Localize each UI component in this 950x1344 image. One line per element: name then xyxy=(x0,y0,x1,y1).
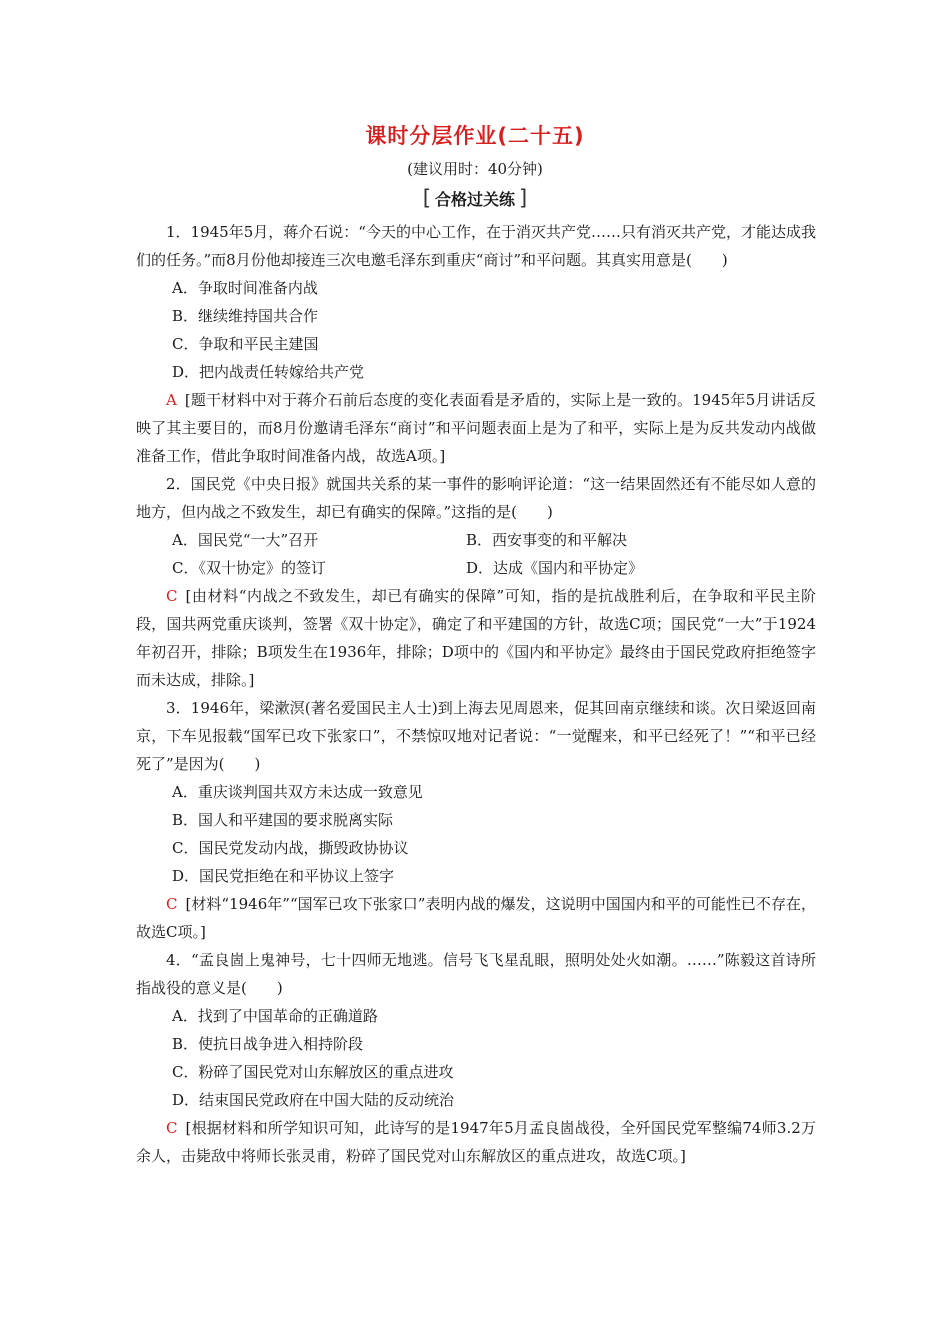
option: A．国民党“一大”召开 xyxy=(172,531,319,549)
answer-explanation xyxy=(136,582,816,694)
option: B．西安事变的和平解决 xyxy=(466,531,628,549)
option: A．重庆谈判国共双方未达成一致意见 xyxy=(172,783,423,801)
option: C．国民党发动内战，撕毁政协协议 xyxy=(172,839,409,857)
question-stem: 4．“孟良崮上鬼神号，七十四师无地逃。信号飞飞星乱眼，照明处处火如潮。……”陈毅这首诗所指战役的意义是( ) xyxy=(136,951,816,997)
option: D．国民党拒绝在和平协议上签字 xyxy=(172,867,395,885)
question-stem: 2．国民党《中央日报》就国共关系的某一事件的影响评论道：“这一结果固然还有不能尽如人意的地方，但内战之不致发生，却已有确实的保障。”这指的是( ) xyxy=(136,475,816,521)
option-row xyxy=(136,526,816,554)
page-title: 课时分层作业(二十五) xyxy=(365,124,585,148)
option-row xyxy=(136,554,816,582)
option: B．继续维持国共合作 xyxy=(172,307,319,325)
option: C．《双十协定》的签订 xyxy=(172,559,326,577)
explanation-text: [根据材料和所学知识可知，此诗写的是1947年5月孟良崮战役，全歼国民党军整编74师3.2万余人，击毙敌中将师长张灵甫，粉碎了国民党对山东解放区的重点进攻，故选C项。] xyxy=(136,1119,816,1165)
bracket-right: ] xyxy=(519,186,528,210)
answer-letter: C xyxy=(166,895,178,913)
option: A．争取时间准备内战 xyxy=(172,279,318,297)
question-list xyxy=(136,218,816,1170)
option: D．把内战责任转嫁给共产党 xyxy=(172,363,365,381)
explanation-text: [题干材料中对于蒋介石前后态度的变化表面看是矛盾的，实际上是一致的。1945年5月讲话反映了其主要目的，而8月份邀请毛泽东“商讨”和平问题表面上是为了和平，实际上是为反共发动内战做准备工作，借此争取时间准备内战，故选A项。] xyxy=(136,391,816,465)
bracket-left: [ xyxy=(422,186,431,210)
option: D．结束国民党政府在中国大陆的反动统治 xyxy=(172,1091,455,1109)
answer-letter: C xyxy=(166,587,178,605)
answer-letter: C xyxy=(166,1119,178,1137)
section-label: 合格过关练 xyxy=(434,190,515,209)
option: B．使抗日战争进入相持阶段 xyxy=(172,1035,364,1053)
section-heading xyxy=(0,186,950,210)
question-stem: 1．1945年5月，蒋介石说：“今天的中心工作，在于消灭共产党……只有消灭共产党，才能达成我们的任务。”而8月份他却接连三次电邀毛泽东到重庆“商讨”和平问题。其真实用意是( ) xyxy=(136,223,816,269)
answer-letter: A xyxy=(166,391,177,409)
explanation-text: [由材料“内战之不致发生，却已有确实的保障”可知，指的是抗战胜利后，在争取和平民主阶段，国共两党重庆谈判，签署《双十协定》，确定了和平建国的方针，故选C项；国民党“一大”于1924年初召开，排除；B项发生在1936年，排除；D项中的《国内和平协定》最终由于国民党政府拒绝签字而未达成，排除。] xyxy=(136,587,816,689)
option: A．找到了中国革命的正确道路 xyxy=(172,1007,378,1025)
answer-explanation xyxy=(136,386,816,470)
question-stem: 3．1946年，梁漱溟(著名爱国民主人士)到上海去见周恩来，促其回南京继续和谈。次日梁返回南京，下车见报载“国军已攻下张家口”，不禁惊叹地对记者说：“一觉醒来，和平已经死了！”“和平已经死了”是因为( ) xyxy=(136,699,816,773)
option: B．国人和平建国的要求脱离实际 xyxy=(172,811,394,829)
explanation-text: [材料“1946年”“国军已攻下张家口”表明内战的爆发，这说明中国国内和平的可能性已不存在，故选C项。] xyxy=(136,895,816,941)
answer-explanation xyxy=(136,1114,816,1170)
option: C．粉碎了国民党对山东解放区的重点进攻 xyxy=(172,1063,454,1081)
option: C．争取和平民主建国 xyxy=(172,335,319,353)
answer-explanation xyxy=(136,890,816,946)
suggested-time: (建议用时：40分钟) xyxy=(407,160,543,178)
option: D．达成《国内和平协定》 xyxy=(466,559,644,577)
